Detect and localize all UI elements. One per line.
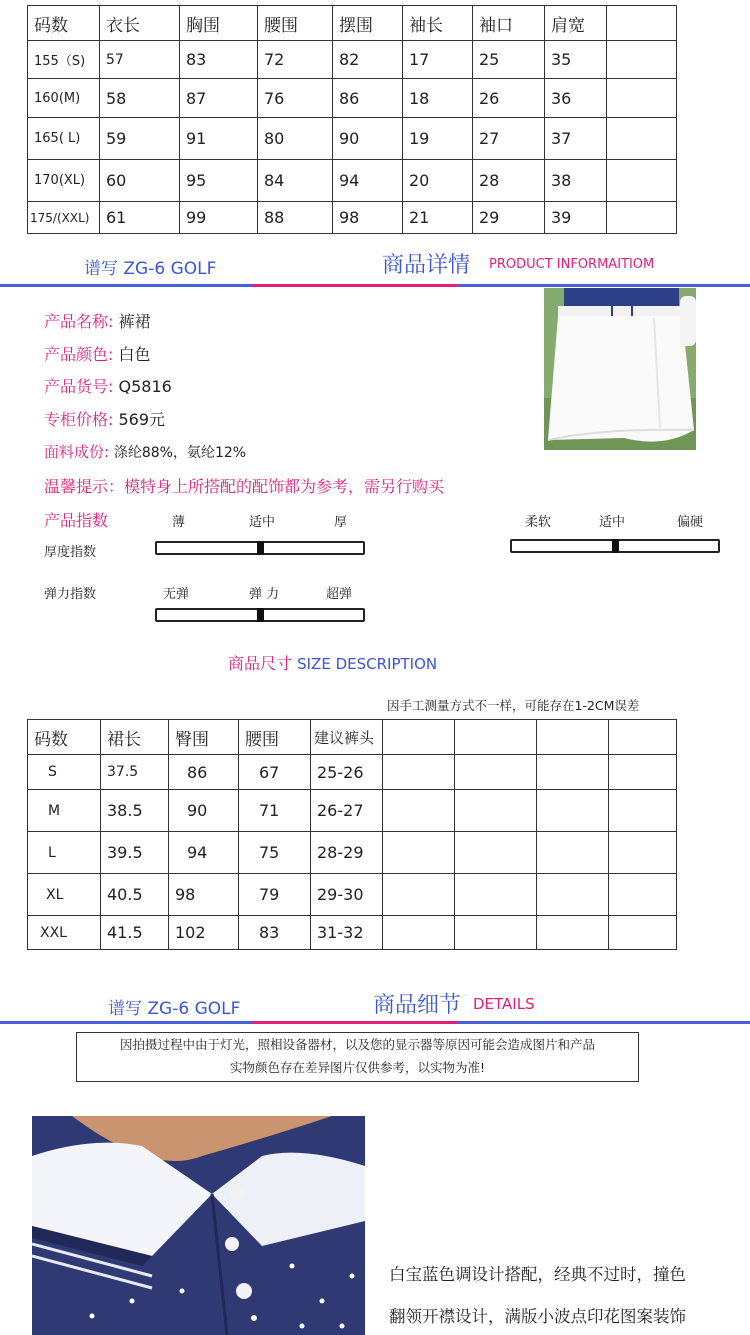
brand-label: 谱写 ZG-6 GOLF [84,259,217,279]
disclaimer-box [76,1032,639,1082]
elasticity-scale [155,608,365,622]
scale-high-label: 超弹 [326,587,353,602]
table-cell [537,755,609,790]
thickness-scale [155,541,365,555]
header-cell [607,6,677,41]
info-value: 涤纶88%，氨纶12% [113,445,247,461]
warm-tip: 温馨提示：模特身上所搭配的配饰都为参考，需另行购买 [44,477,445,496]
table-cell: 27 [473,118,545,160]
table-cell: 36 [545,79,607,118]
scale-high-label: 偏硬 [677,515,704,530]
table-cell: 26 [473,79,545,118]
info-key: 产品颜色: [44,345,114,364]
header-cell: 袖口 [473,6,545,41]
header-cell [537,720,609,755]
scale-mid-label: 弹 力 [249,587,280,602]
table-row [28,832,677,874]
table-cell: 59 [100,118,180,160]
table-cell: 31-32 [311,916,383,950]
table-cell [607,160,677,202]
table-cell: 57 [100,41,180,79]
elasticity-level-marker [257,608,264,622]
table-cell: 38.5 [101,790,169,832]
scale-low-label: 无弹 [163,587,190,602]
table-cell: 35 [545,41,607,79]
header-cell: 腰围 [258,6,333,41]
section-title-info: 商品详情 [382,253,471,278]
thickness-label: 厚度指数 [44,545,97,560]
top-size-table [27,5,677,234]
info-key: 产品货号: [44,377,114,396]
brand-label: 谱写 ZG-6 GOLF [108,999,241,1019]
table-cell [609,874,677,916]
table-cell: 39.5 [101,832,169,874]
detail-description-line: 翻领开襟设计，满版小波点印花图案装饰 [389,1307,686,1326]
table-row [28,874,677,916]
table-cell: 37 [545,118,607,160]
table-cell: 79 [239,874,311,916]
table-header-row [28,6,677,41]
table-row [28,755,677,790]
table-cell [537,832,609,874]
table-cell: 98 [333,202,403,234]
table-cell: 40.5 [101,874,169,916]
table-cell [537,790,609,832]
table-cell [537,874,609,916]
table-cell [455,790,537,832]
table-cell [383,755,455,790]
table-cell [455,755,537,790]
table-cell [455,832,537,874]
table-cell: 20 [403,160,473,202]
table-cell: 28-29 [311,832,383,874]
table-cell: 76 [258,79,333,118]
table-cell: 99 [180,202,258,234]
header-cell: 裙长 [101,720,169,755]
thickness-level-marker [257,541,264,555]
info-key: 专柜价格: [44,410,114,429]
table-cell: 38 [545,160,607,202]
info-value: 569元 [118,410,166,429]
section-title-details: 商品细节 [373,993,462,1018]
table-cell [455,916,537,950]
table-cell: 28 [473,160,545,202]
table-cell: L [28,832,101,874]
table-cell: 170(XL) [28,160,100,202]
table-cell: 17 [403,41,473,79]
divider-pink [252,284,457,287]
header-cell: 码数 [28,6,100,41]
info-row-color [44,342,151,365]
header-cell: 肩宽 [545,6,607,41]
table-cell: S [28,755,101,790]
table-cell [607,118,677,160]
detail-photo-collar [32,1116,365,1335]
header-cell [609,720,677,755]
table-row [28,790,677,832]
table-cell [609,755,677,790]
table-cell [609,832,677,874]
softness-level-marker [612,539,619,553]
table-cell: 26-27 [311,790,383,832]
table-cell [383,916,455,950]
header-cell: 袖长 [403,6,473,41]
size-section-title [228,651,437,674]
table-cell: 91 [180,118,258,160]
table-cell [537,916,609,950]
collar-image [32,1116,365,1335]
section-subtitle-info: PRODUCT INFORMAITIOM [489,257,655,272]
table-cell: 37.5 [101,755,169,790]
table-cell: 41.5 [101,916,169,950]
header-cell: 胸围 [180,6,258,41]
disclaimer-line: 实物颜色存在差异图片仅供参考，以实物为准! [229,1060,485,1075]
info-key: 面料成份: [44,443,110,461]
size-title-en: SIZE DESCRIPTION [297,655,438,673]
table-cell: M [28,790,101,832]
table-cell: 94 [333,160,403,202]
table-cell: 95 [180,160,258,202]
indices-title: 产品指数 [44,511,109,530]
table-cell [383,832,455,874]
table-row [28,41,677,79]
header-cell: 腰围 [239,720,311,755]
info-row-fabric [44,441,246,462]
table-cell: 25 [473,41,545,79]
measure-note: 因手工测量方式不一样，可能存在1-2CM误差 [387,698,640,713]
table-cell [607,202,677,234]
header-cell: 码数 [28,720,101,755]
elasticity-label: 弹力指数 [44,587,97,602]
section-subtitle-details: DETAILS [473,995,535,1013]
header-cell: 摆围 [333,6,403,41]
table-cell: 83 [239,916,311,950]
info-row-sku [44,374,172,397]
table-cell [609,916,677,950]
table-cell: XL [28,874,101,916]
table-cell: 86 [169,755,239,790]
table-cell [383,874,455,916]
table-cell [607,79,677,118]
scale-low-label: 薄 [172,515,186,530]
table-row [28,79,677,118]
table-row [28,118,677,160]
table-cell: 19 [403,118,473,160]
table-cell: XXL [28,916,101,950]
info-key: 产品名称: [44,312,114,331]
table-cell: 18 [403,79,473,118]
table-cell: 88 [258,202,333,234]
table-cell: 61 [100,202,180,234]
table-cell: 82 [333,41,403,79]
info-value: 白色 [118,345,151,364]
product-photo-skirt [544,288,696,450]
table-cell: 29 [473,202,545,234]
table-row [28,916,677,950]
table-cell: 90 [333,118,403,160]
info-value: 裤裙 [118,312,151,331]
table-cell: 83 [180,41,258,79]
info-value: Q5816 [118,377,172,396]
table-cell: 175/(XXL) [28,202,100,234]
header-cell: 衣长 [100,6,180,41]
table-cell: 160(M) [28,79,100,118]
table-cell: 165( L) [28,118,100,160]
table-cell [609,790,677,832]
table-cell: 60 [100,160,180,202]
table-cell: 75 [239,832,311,874]
table-cell: 21 [403,202,473,234]
table-cell: 87 [180,79,258,118]
scale-low-label: 柔软 [525,515,552,530]
table-cell: 155（S) [28,41,100,79]
skirt-size-table [27,719,677,950]
table-cell: 67 [239,755,311,790]
header-cell: 臀围 [169,720,239,755]
scale-high-label: 厚 [334,515,348,530]
table-cell: 39 [545,202,607,234]
table-row [28,202,677,234]
table-row [28,160,677,202]
detail-description-line: 白宝蓝色调设计搭配，经典不过时，撞色 [389,1265,686,1284]
table-cell [383,790,455,832]
table-cell: 72 [258,41,333,79]
table-header-row [28,720,677,755]
table-cell: 90 [169,790,239,832]
table-cell: 25-26 [311,755,383,790]
table-cell: 86 [333,79,403,118]
header-cell [455,720,537,755]
softness-scale [510,539,720,553]
table-cell: 80 [258,118,333,160]
table-cell [607,41,677,79]
scale-mid-label: 适中 [249,515,276,530]
info-row-name [44,309,151,332]
table-cell: 102 [169,916,239,950]
size-title-zh: 商品尺寸 [228,654,293,673]
header-cell [383,720,455,755]
scale-mid-label: 适中 [599,515,626,530]
table-cell [455,874,537,916]
table-cell: 84 [258,160,333,202]
disclaimer-line: 因拍摄过程中由于灯光，照相设备器材，以及您的显示器等原因可能会造成图片和产品 [119,1037,595,1052]
table-cell: 94 [169,832,239,874]
table-cell: 58 [100,79,180,118]
table-cell: 71 [239,790,311,832]
divider-pink [252,1021,457,1024]
header-cell: 建议裤头 [311,720,383,755]
info-row-price [44,407,165,430]
table-cell: 29-30 [311,874,383,916]
skirt-image [544,288,696,450]
table-cell: 98 [169,874,239,916]
